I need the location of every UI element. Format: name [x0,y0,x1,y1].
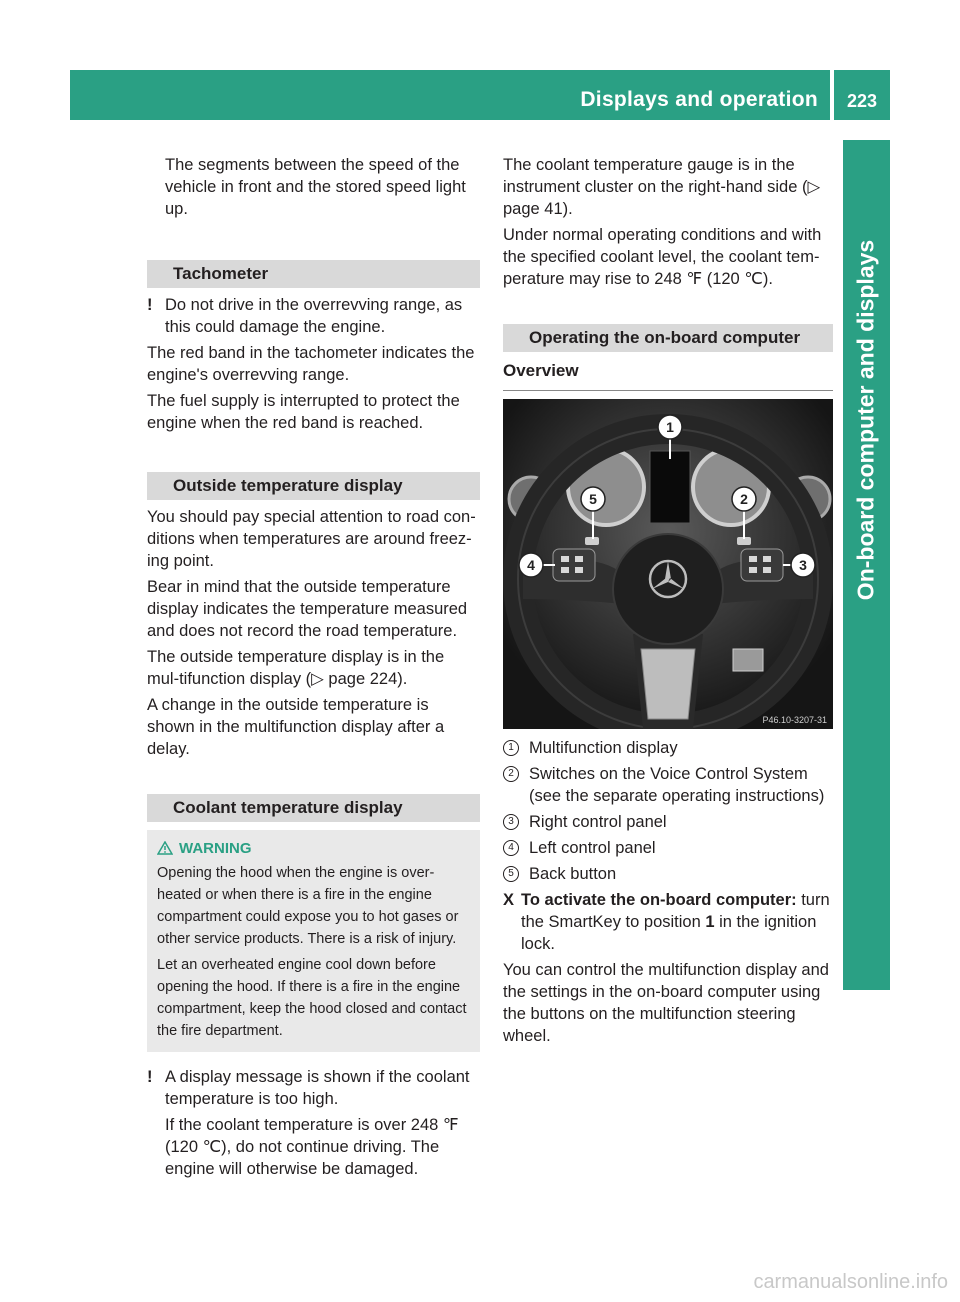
action-arrow-icon: X [503,891,515,909]
coolant-note-text: A display message is shown if the coolant temperature is too high. [165,1068,470,1108]
tachometer-note [147,294,480,338]
legend-number: 5 [503,866,519,882]
ignition-position: 1 [705,913,715,931]
caution-mark: ! [147,296,153,314]
coolant-temperature-paragraph: Under normal operating conditions and with the specified coolant level, the coolant tem-perature may rise to 248 ℉ (120 ℃). [503,226,822,288]
outside-paragraph-1: You should pay special attention to road con-ditions when temperatures are around freez-ing point. [147,508,476,570]
right-column-lower [503,737,833,1051]
callout-4: 4 [527,557,535,573]
callout-3: 3 [799,557,807,573]
coolant-note-continued: If the coolant temperature is over 248 ℉ (120 ℃), do not continue driving. The engine will otherwise be damaged. [165,1116,459,1178]
section-heading-tachometer: Tachometer [147,260,480,288]
outside-paragraph-2: Bear in mind that the outside temperature display indicates the temperature measured and does not record the road temperature. [147,578,468,640]
outside-paragraph-3: The outside temperature display is in the mul-tifunction display (▷ page 224). [147,648,445,688]
warning-paragraph-1: Opening the hood when the engine is over-heated or when there is a fire in the engine compartment could expose you to hot gases or other service products. There is a risk of injury. [157,865,459,947]
left-control-panel [553,549,595,581]
legend-text: Back button [529,865,617,883]
legend-item [503,863,833,885]
outside-paragraph-4: A change in the outside temperature is shown in the multifunction display after a delay. [147,696,445,758]
legend-number: 3 [503,814,519,830]
legend-item [503,811,833,833]
action-step-label: To activate the on-board computer: [521,891,797,909]
legend-text: Multifunction display [529,739,678,757]
section-heading-on-board-computer: Operating the on-board computer [503,324,833,352]
legend-text: Left control panel [529,839,656,857]
warning-box [147,830,480,1052]
tachometer-note-text: Do not drive in the overrevving range, as this could damage the engine. [165,296,463,336]
action-step-text-2: in the ignition lock. [521,913,817,953]
tachometer-paragraph-2: The fuel supply is interrupted to protect the engine when the red band is reached. [147,392,460,432]
tachometer-paragraph-1: The red band in the tachometer indicates the engine's overrevving range. [147,344,475,384]
action-step [503,889,833,955]
caution-mark: ! [147,1068,153,1086]
warning-triangle-icon [157,841,173,855]
section-heading-coolant: Coolant temperature display [147,794,480,822]
legend-number: 2 [503,766,519,782]
legend-number: 1 [503,740,519,756]
section-heading-outside-temperature: Outside temperature display [147,472,480,500]
callout-5: 5 [589,491,597,507]
airbag-hub [613,534,723,644]
callout-1: 1 [666,419,674,435]
legend-text: Switches on the Voice Control System (see the separate operating instructions) [529,765,825,805]
coolant-gauge-paragraph: The coolant temperature gauge is in the instrument cluster on the right-hand side (▷ page 41). [503,156,821,218]
warning-header [157,838,470,860]
steering-wheel-illustration [503,399,833,729]
right-column [503,154,833,395]
callout-2: 2 [740,491,748,507]
legend-item [503,763,833,807]
watermark: carmanualsonline.info [753,1271,948,1293]
legend-text: Right control panel [529,813,667,831]
action-step-text-1: turn the SmartKey to position [521,891,830,931]
legend-item [503,837,833,859]
overview-heading: Overview [503,360,833,391]
multifunction-display-screen [650,451,690,523]
steering-wheel-figure [503,399,833,729]
header-title: Displays and operation [580,88,818,111]
intro-text: The segments between the speed of the vehicle in front and the stored speed light up. [165,156,466,218]
right-control-panel [741,549,783,581]
figure-code: P46.10-3207-31 [762,715,827,725]
legend-item [503,737,833,759]
chapter-tab-label: On-board computer and displays [852,239,879,601]
control-paragraph: You can control the multifunction display and the settings in the on-board computer using the buttons on the multifunction steering wheel. [503,961,829,1045]
page-number: 223 [846,91,878,111]
legend-number: 4 [503,840,519,856]
left-column [147,154,480,1184]
coolant-note [147,1066,480,1110]
warning-paragraph-2: Let an overheated engine cool down before opening the hood. If there is a fire in the engine compartment, keep the hood closed and contact the fire department. [157,957,467,1039]
warning-label: WARNING [179,840,252,857]
